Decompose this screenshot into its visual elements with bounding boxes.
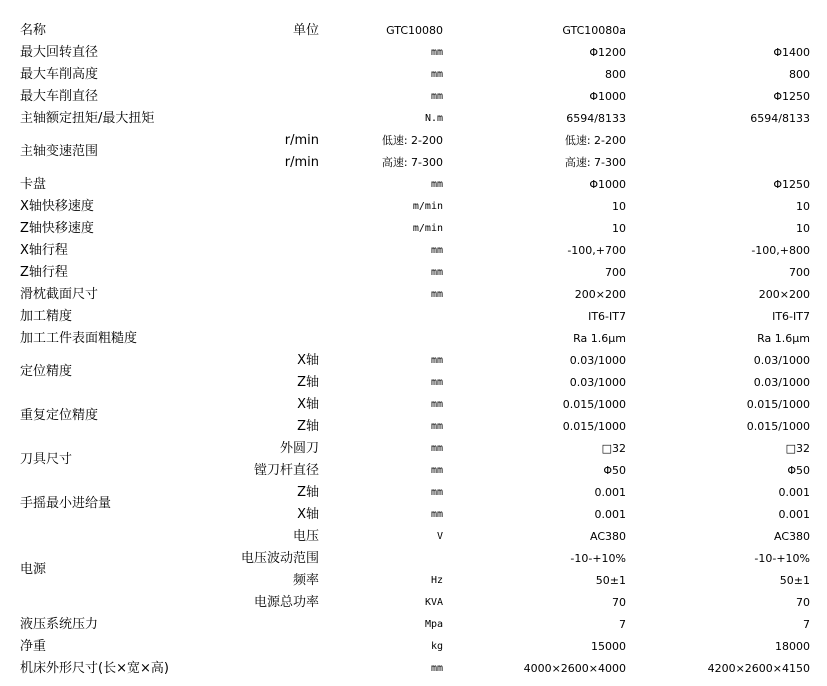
spec-row — [0, 350, 827, 372]
spec-value-model2: □32 — [785, 442, 810, 455]
spec-value-model2: 10 — [796, 200, 810, 213]
spec-sub-item: 外圆刀 — [279, 441, 319, 456]
spec-group-name: 重复定位精度 — [20, 408, 99, 423]
spec-unit: mm — [430, 663, 443, 674]
spec-name: Z轴行程 — [20, 265, 68, 280]
spec-sub-item: 电压 — [292, 529, 319, 544]
spec-value-model1: 0.015/1000 — [562, 420, 626, 433]
spec-row — [0, 328, 827, 350]
spec-sub-item: X轴 — [297, 353, 319, 368]
spec-value-model1: -100,+700 — [567, 244, 626, 257]
spec-group-name: 定位精度 — [20, 364, 73, 379]
spec-value-model1: Ra 1.6μm — [573, 332, 626, 345]
spec-value-model1: Φ1000 — [589, 178, 626, 191]
spec-sub-item: r/min — [284, 133, 319, 148]
spec-group-name: 主轴变速范围 — [20, 144, 99, 159]
spec-value-model1: 800 — [605, 68, 626, 81]
spec-group-name: 手摇最小进给量 — [20, 496, 112, 511]
spec-value-model1: 0.001 — [594, 508, 626, 521]
spec-value-model2: 0.03/1000 — [753, 354, 810, 367]
spec-row — [0, 438, 827, 460]
spec-value-model2: 800 — [789, 68, 810, 81]
spec-unit: mm — [430, 69, 443, 80]
spec-row — [0, 548, 827, 570]
spec-value-model1: Φ50 — [603, 464, 626, 477]
spec-sub-item: Z轴 — [297, 419, 319, 434]
spec-row — [0, 526, 827, 548]
spec-value-model1: 70 — [612, 596, 626, 609]
spec-value-model2: -100,+800 — [751, 244, 810, 257]
spec-value-model1: 高速: 7-300 — [564, 156, 626, 169]
spec-unit: mm — [430, 443, 443, 454]
spec-row — [0, 196, 827, 218]
spec-unit: Hz — [430, 575, 443, 586]
spec-sub-item: Z轴 — [297, 485, 319, 500]
spec-unit: N.m — [424, 113, 443, 124]
spec-value-model1: 0.015/1000 — [562, 398, 626, 411]
spec-value-model2: 70 — [796, 596, 810, 609]
spec-value-model1: Φ1200 — [589, 46, 626, 59]
spec-row — [0, 482, 827, 504]
spec-sub-item: 电压波动范围 — [240, 551, 319, 566]
spec-value-model2: 10 — [796, 222, 810, 235]
spec-name: 加工精度 — [20, 309, 73, 324]
spec-unit: mm — [430, 355, 443, 366]
spec-name: 卡盘 — [20, 177, 47, 192]
spec-sub-item: 频率 — [292, 573, 319, 588]
spec-group-name: 电源 — [20, 562, 47, 577]
spec-value-model2: Φ1250 — [773, 178, 810, 191]
spec-value-model1: 700 — [605, 266, 626, 279]
spec-value-model1: 0.001 — [594, 486, 626, 499]
spec-value-model2: 0.015/1000 — [746, 420, 810, 433]
spec-value-model1: AC380 — [589, 530, 626, 543]
spec-value-model1: 15000 — [591, 640, 626, 653]
spec-row — [0, 174, 827, 196]
spec-unit: mm — [430, 289, 443, 300]
spec-unit: mm — [430, 377, 443, 388]
spec-row — [0, 64, 827, 86]
spec-unit: 低速: 2-200 — [381, 134, 443, 147]
spec-value-model1: 6594/8133 — [566, 112, 626, 125]
spec-row — [0, 42, 827, 64]
spec-value-model2: 0.015/1000 — [746, 398, 810, 411]
spec-unit: mm — [430, 399, 443, 410]
spec-unit: mm — [430, 465, 443, 476]
spec-name: 主轴额定扭矩/最大扭矩 — [20, 111, 155, 126]
spec-row — [0, 592, 827, 614]
spec-row — [0, 636, 827, 658]
spec-value-model1: 10 — [612, 200, 626, 213]
header-model2: GTC10080a — [562, 24, 626, 37]
spec-name: 机床外形尺寸(长×宽×高) — [20, 661, 169, 676]
spec-row — [0, 86, 827, 108]
spec-value-model2: Ra 1.6μm — [757, 332, 810, 345]
spec-row — [0, 152, 827, 174]
spec-name: 最大回转直径 — [20, 45, 99, 60]
spec-value-model2: Φ1250 — [773, 90, 810, 103]
spec-unit: mm — [430, 245, 443, 256]
spec-unit: 高速: 7-300 — [381, 156, 443, 169]
spec-value-model2: Φ50 — [787, 464, 810, 477]
spec-unit: m/min — [412, 223, 443, 234]
spec-value-model2: IT6-IT7 — [772, 310, 810, 323]
spec-unit: mm — [430, 179, 443, 190]
spec-name: 滑枕截面尺寸 — [20, 287, 99, 302]
spec-value-model1: 4000×2600×4000 — [523, 662, 626, 675]
spec-value-model2: 18000 — [775, 640, 810, 653]
spec-value-model2: 700 — [789, 266, 810, 279]
spec-value-model2: 0.03/1000 — [753, 376, 810, 389]
spec-unit: mm — [430, 509, 443, 520]
spec-sub-item: 电源总功率 — [253, 595, 319, 610]
spec-value-model1: IT6-IT7 — [588, 310, 626, 323]
spec-row — [0, 460, 827, 482]
spec-unit: Mpa — [424, 619, 443, 630]
spec-value-model2: -10-+10% — [754, 552, 810, 565]
spec-value-model2: AC380 — [773, 530, 810, 543]
spec-unit: m/min — [412, 201, 443, 212]
spec-value-model1: -10-+10% — [570, 552, 626, 565]
spec-row — [0, 284, 827, 306]
spec-sub-item: r/min — [284, 155, 319, 170]
spec-unit: kg — [430, 641, 443, 652]
spec-value-model1: 低速: 2-200 — [564, 134, 626, 147]
spec-name: Z轴快移速度 — [20, 221, 94, 236]
spec-row — [0, 372, 827, 394]
spec-value-model2: Φ1400 — [773, 46, 810, 59]
spec-value-model2: 6594/8133 — [750, 112, 810, 125]
spec-group-name: 刀具尺寸 — [20, 452, 73, 467]
spec-name: 最大车削高度 — [20, 67, 99, 82]
spec-value-model1: 200×200 — [574, 288, 626, 301]
spec-sub-item: X轴 — [297, 507, 319, 522]
spec-unit: V — [436, 531, 443, 542]
spec-row — [0, 394, 827, 416]
spec-value-model2: 50±1 — [779, 574, 810, 587]
spec-unit: mm — [430, 421, 443, 432]
spec-unit: mm — [430, 267, 443, 278]
header-model1: GTC10080 — [386, 24, 443, 37]
spec-sub-item: X轴 — [297, 397, 319, 412]
spec-unit: mm — [430, 487, 443, 498]
spec-row — [0, 570, 827, 592]
spec-row — [0, 306, 827, 328]
spec-value-model1: 50±1 — [595, 574, 626, 587]
spec-name: 加工工件表面粗糙度 — [20, 331, 138, 346]
spec-name: 净重 — [20, 639, 47, 654]
spec-name: X轴行程 — [20, 243, 68, 258]
spec-row — [0, 416, 827, 438]
spec-row — [0, 504, 827, 526]
spec-value-model2: 0.001 — [778, 486, 810, 499]
spec-name: X轴快移速度 — [20, 199, 94, 214]
spec-value-model2: 0.001 — [778, 508, 810, 521]
spec-sub-item: Z轴 — [297, 375, 319, 390]
spec-row — [0, 240, 827, 262]
spec-value-model1: 7 — [619, 618, 626, 631]
spec-row — [0, 108, 827, 130]
spec-value-model1: Φ1000 — [589, 90, 626, 103]
spec-value-model1: □32 — [601, 442, 626, 455]
spec-value-model2: 200×200 — [758, 288, 810, 301]
spec-row — [0, 262, 827, 284]
spec-value-model1: 0.03/1000 — [569, 354, 626, 367]
spec-unit: mm — [430, 47, 443, 58]
spec-row — [0, 658, 827, 680]
spec-value-model2: 4200×2600×4150 — [707, 662, 810, 675]
spec-unit: mm — [430, 91, 443, 102]
spec-sub-item: 镗刀杆直径 — [253, 463, 319, 478]
spec-value-model1: 0.03/1000 — [569, 376, 626, 389]
spec-row — [0, 614, 827, 636]
spec-row — [0, 218, 827, 240]
spec-name: 液压系统压力 — [20, 617, 99, 632]
spec-name: 最大车削直径 — [20, 89, 99, 104]
spec-value-model2: 7 — [803, 618, 810, 631]
spec-unit: KVA — [424, 597, 443, 608]
header-name: 名称 — [20, 23, 47, 38]
spec-row — [0, 130, 827, 152]
spec-value-model1: 10 — [612, 222, 626, 235]
header-row — [0, 20, 827, 42]
header-unit: 单位 — [292, 23, 319, 38]
